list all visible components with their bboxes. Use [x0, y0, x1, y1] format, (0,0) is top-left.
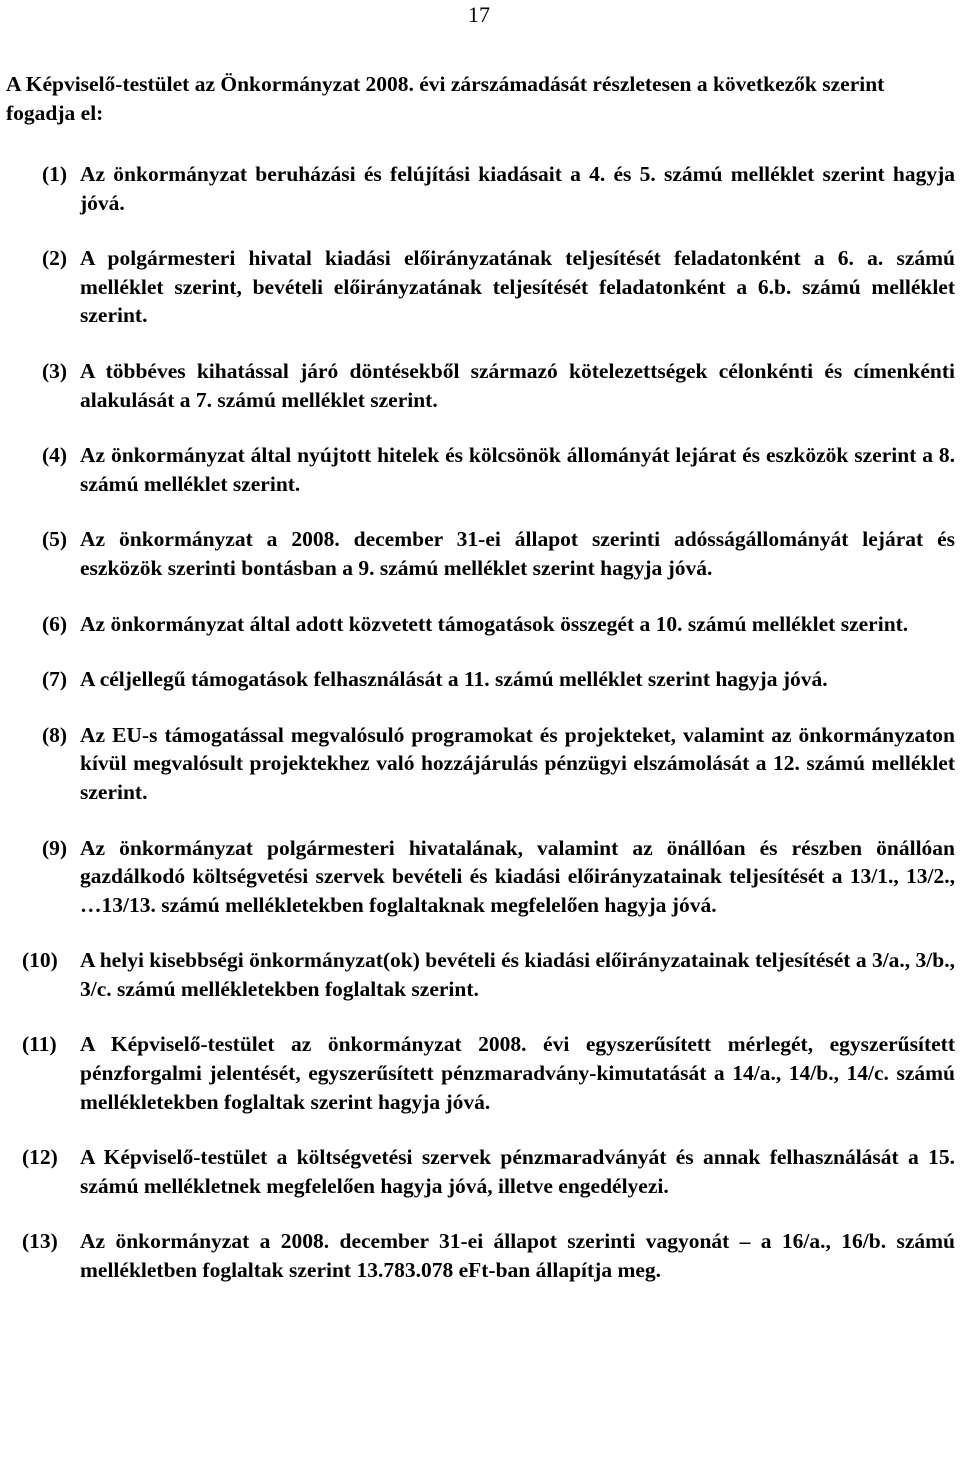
list-item	[0, 665, 955, 694]
item-number: (3)	[42, 358, 68, 383]
item-number: (7)	[42, 667, 68, 692]
list-item	[0, 441, 955, 498]
item-text: Az önkormányzat a 2008. december 31-ei állapot szerinti vagyonát – a 16/a., 16/b. számú mellékletben foglaltak szerint 13.783.078 eFt-ban állapítja meg.	[80, 1229, 955, 1283]
item-number: (13)	[22, 1229, 58, 1254]
item-number: (8)	[42, 722, 68, 747]
item-text: Az önkormányzat által adott közvetett támogatások összegét a 10. számú melléklet szerint.	[80, 611, 909, 636]
item-text: A Képviselő-testület az önkormányzat 2008. évi egyszerűsített mérlegét, egyszerűsített pénzforgalmi jelentését, egyszerűsített pénzmaradvány-kimutatását a 14/a., 14/b., 14/c. számú mellékletekben foglaltak szerint hagyja jóvá.	[80, 1032, 955, 1114]
item-text: Az önkormányzat polgármesteri hivatalának, valamint az önállóan és részben önállóan gazdálkodó költségvetési szervek bevételi és kiadási előirányzatainak teljesítését a 13/1., 13/2., …13/13. számú mellékletekben foglaltaknak megfelelően hagyja jóvá.	[80, 835, 955, 917]
items-list	[0, 160, 960, 1285]
item-number: (2)	[42, 246, 68, 271]
item-text: Az önkormányzat a 2008. december 31-ei állapot szerinti adósságállományát lejárat és eszközök szerinti bontásban a 9. számú melléklet szerint hagyja jóvá.	[80, 527, 955, 580]
list-item	[0, 610, 955, 639]
item-number: (10)	[22, 948, 58, 973]
item-text: Az EU-s támogatással megvalósuló programokat és projekteket, valamint az önkormányzaton kívül megvalósult projektekhez való hozzájárulás pénzügyi elszámolását a 12. számú melléklet szerint.	[80, 722, 955, 804]
list-item	[0, 946, 955, 1003]
item-number: (12)	[22, 1145, 58, 1170]
item-number: (1)	[42, 162, 68, 186]
item-text: Az önkormányzat beruházási és felújítási kiadásait a 4. és 5. számú melléklet szerint hagyja jóvá.	[80, 162, 955, 215]
list-item	[0, 525, 955, 582]
item-text: Az önkormányzat által nyújtott hitelek és kölcsönök állományát lejárat és eszközök szerint a 8. számú melléklet szerint.	[80, 443, 955, 496]
list-item	[0, 160, 955, 217]
page-number: 17	[468, 2, 490, 27]
item-number: (6)	[42, 611, 68, 636]
item-text: A helyi kisebbségi önkormányzat(ok) bevételi és kiadási előirányzatainak teljesítését a 3/a., 3/b., 3/c. számú mellékletekben foglaltak szerint.	[80, 948, 955, 1001]
list-item	[0, 834, 955, 920]
list-item	[0, 357, 955, 414]
item-number: (11)	[22, 1032, 57, 1057]
list-item	[0, 1227, 955, 1284]
item-text: A céljellegű támogatások felhasználását a 11. számú melléklet szerint hagyja jóvá.	[80, 667, 828, 692]
list-item	[0, 721, 955, 807]
list-item	[0, 244, 955, 330]
item-text: A Képviselő-testület a költségvetési szervek pénzmaradványát és annak felhasználását a 15. számú mellékletnek megfelelően hagyja jóvá, illetve engedélyezi.	[80, 1145, 955, 1198]
item-number: (9)	[42, 835, 68, 860]
item-text: A polgármesteri hivatal kiadási előirányzatának teljesítését feladatonként a 6. a. számú melléklet szerint, bevételi előirányzatának teljesítését feladatonként a 6.b. számú melléklet szerint.	[80, 246, 955, 328]
item-number: (5)	[42, 527, 68, 552]
item-number: (4)	[42, 443, 68, 468]
list-item	[0, 1143, 955, 1200]
intro-paragraph: A Képviselő-testület az Önkormányzat 2008. évi zárszámadását részletesen a következők szerint fogadja el:	[6, 72, 885, 125]
list-item	[0, 1030, 955, 1116]
item-text: A többéves kihatással járó döntésekből származó kötelezettségek célonkénti és címenkénti alakulását a 7. számú melléklet szerint.	[80, 358, 955, 412]
